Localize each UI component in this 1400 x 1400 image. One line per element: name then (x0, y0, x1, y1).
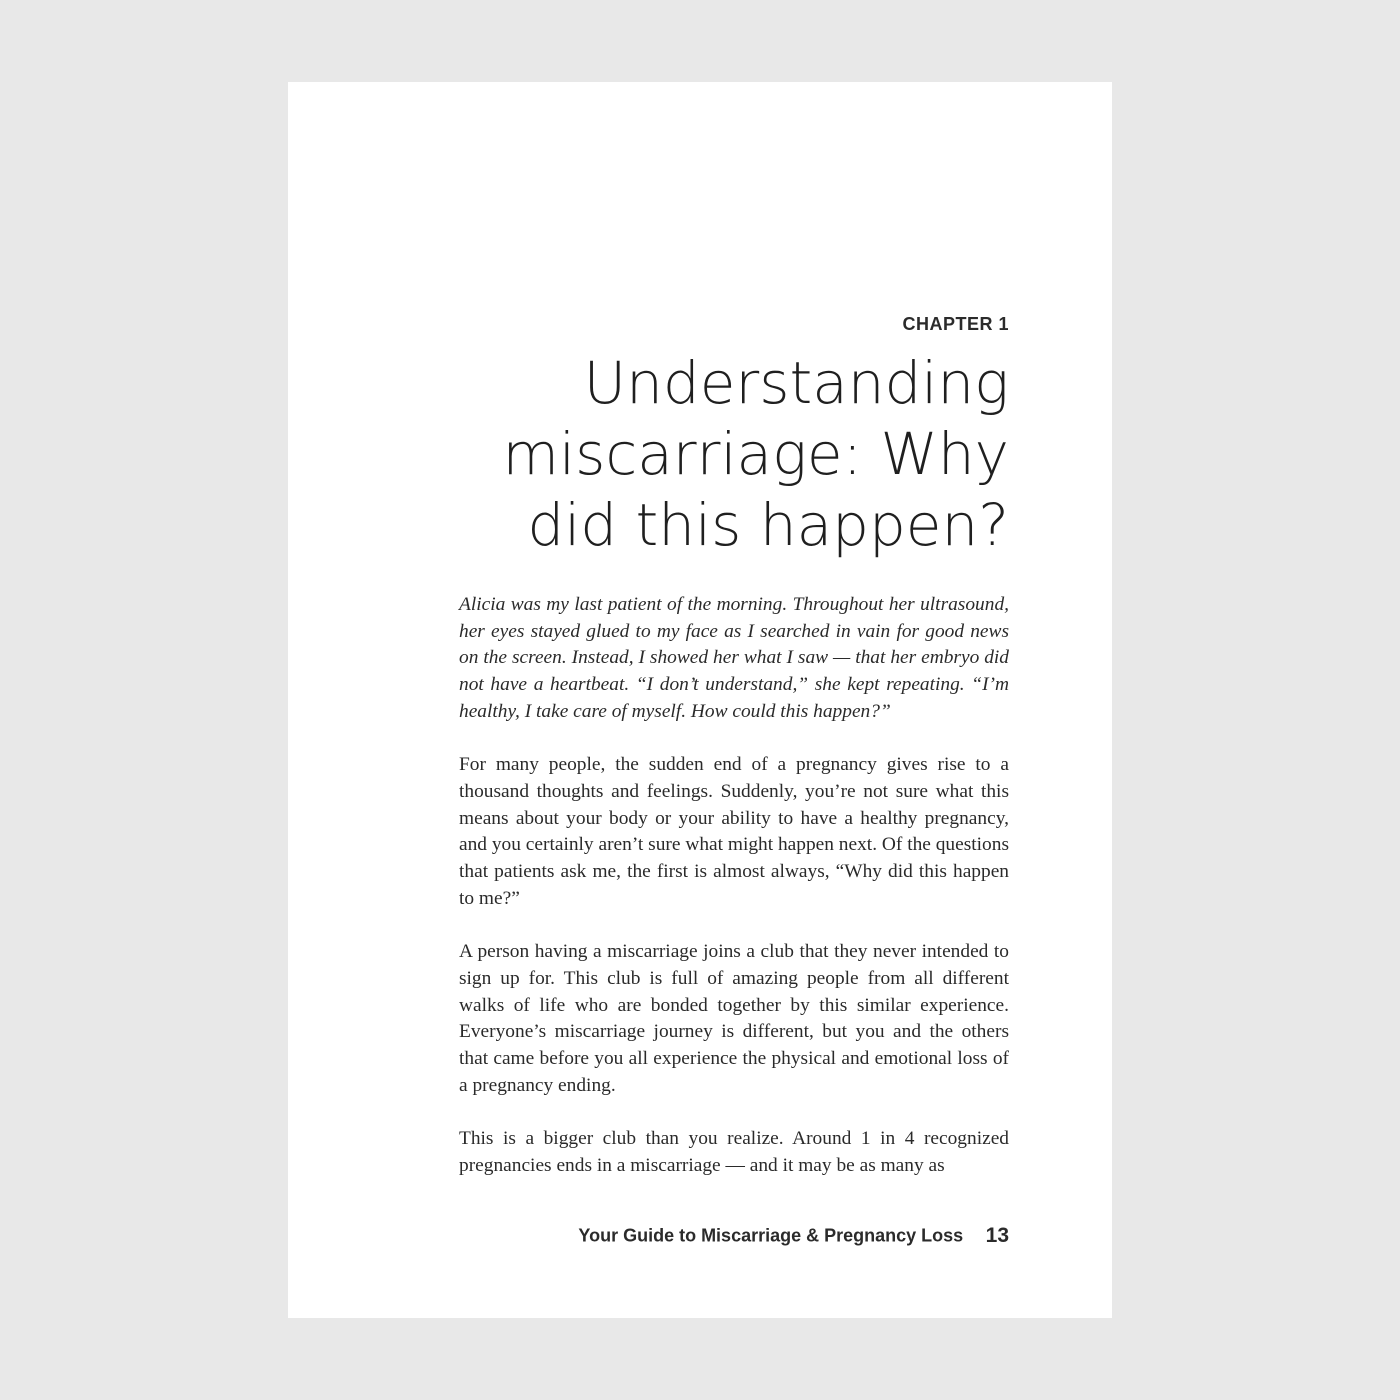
book-page (288, 82, 1112, 1318)
page-footer (578, 1224, 1009, 1248)
chapter-title-line: Understanding (583, 349, 1009, 417)
intro-paragraph: Alicia was my last patient of the morning. Throughout her ultrasound, her eyes stayed glued to my face as I searched in vain for good news on the screen. Instead, I showed her what I saw — that her embryo did not have a heartbeat. “I don’t understand,” she kept repeating. “I’m healthy, I take care of myself. How could this happen?” (459, 594, 1009, 722)
chapter-label: CHAPTER 1 (902, 314, 1009, 334)
body-paragraph: This is a bigger club than you realize. Around 1 in 4 recognized pregnancies ends in a miscarriage — and it may be as many as (459, 1128, 1009, 1176)
page-number: 13 (985, 1224, 1009, 1247)
chapter-title (449, 348, 1009, 561)
chapter-body (459, 592, 1009, 1206)
body-paragraph: For many people, the sudden end of a pregnancy gives rise to a thousand thoughts and feelings. Suddenly, you’re not sure what this means about your body or your ability to have a healthy pregnancy, and you certainly aren’t sure what might happen next. Of the questions that patients ask me, the first is almost always, “Why did this happen to me?” (459, 754, 1009, 909)
running-book-title: Your Guide to Miscarriage & Pregnancy Loss (578, 1225, 964, 1246)
body-paragraph: A person having a miscarriage joins a club that they never intended to sign up for. This club is full of amazing people from all different walks of life who are bonded together by this similar experience. Everyone’s miscarriage journey is different, but you and the others that came before you all experience the physical and emotional loss of a pregnancy ending. (459, 941, 1009, 1096)
chapter-title-line: miscarriage: Why (502, 420, 1009, 488)
chapter-title-line: did this happen? (527, 491, 1009, 559)
